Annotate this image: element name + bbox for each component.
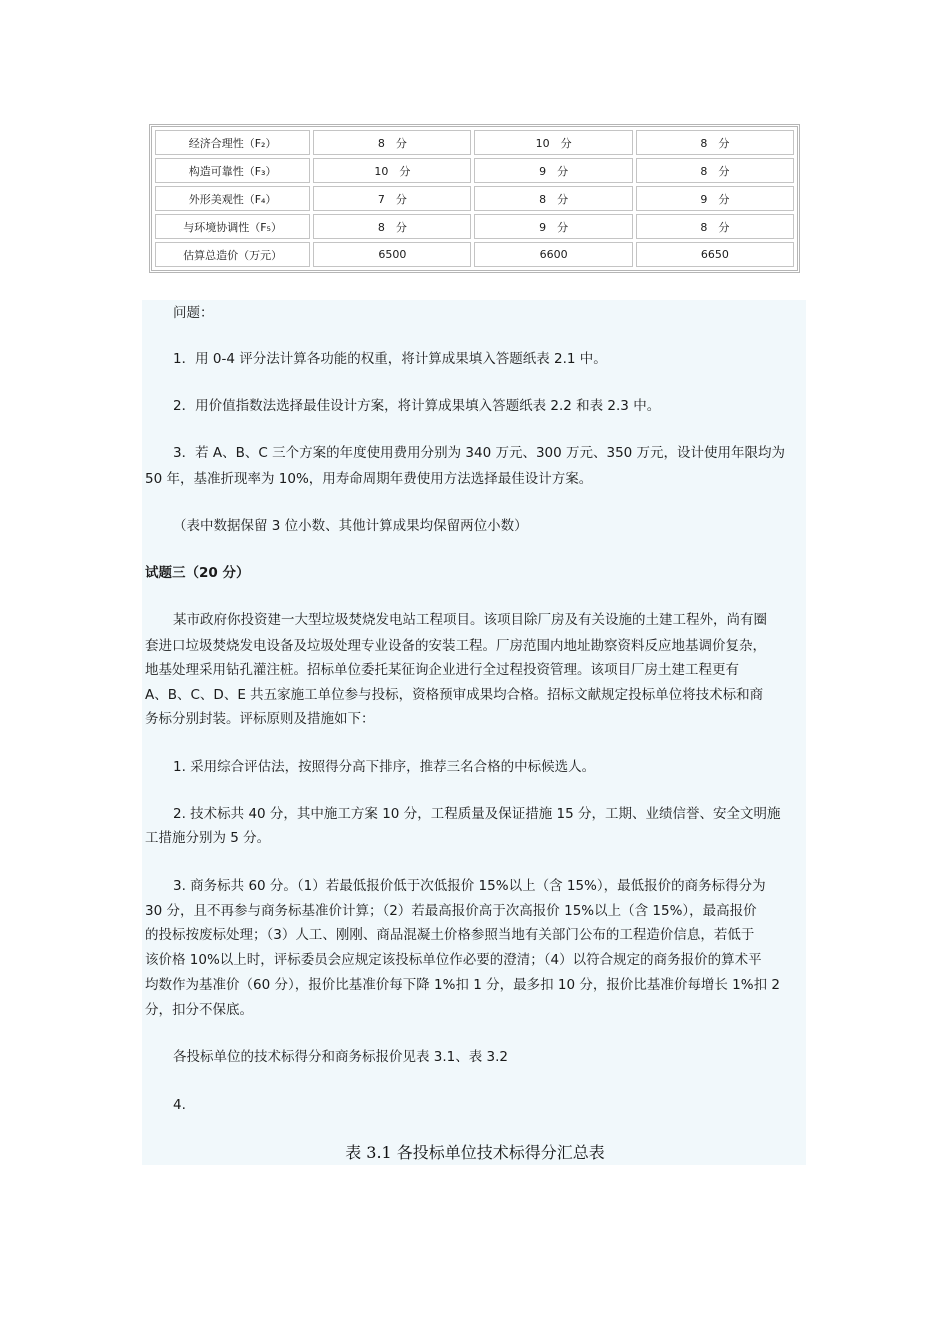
section-title: 试题三（20 分） — [145, 565, 250, 581]
value-cell: 8 分 — [313, 130, 471, 155]
value-cell: 9 分 — [636, 186, 794, 211]
rule-2-line-2: 工措施分别为 5 分。 — [145, 830, 271, 846]
content-panel — [142, 300, 806, 1165]
value-cell: 8 分 — [313, 214, 471, 239]
row-label: 估算总造价（万元） — [155, 242, 310, 267]
intro-line: 套进口垃圾焚烧发电设备及垃圾处理专业设备的安装工程。厂房范围内地址勘察资料反应地基调价复杂， — [145, 638, 766, 654]
rule-3-line: 该价格 10%以上时，评标委员会应规定该投标单位作必要的澄清；（4）以符合规定的商务报价的算术平 — [145, 952, 762, 968]
note: （表中数据保留 3 位小数、其他计算成果均保留两位小数） — [173, 518, 528, 534]
intro-line: 务标分别封装。评标原则及措施如下： — [145, 711, 375, 727]
value-cell: 10 分 — [313, 158, 471, 183]
table-row — [155, 242, 794, 267]
value-cell: 8 分 — [636, 158, 794, 183]
question-3-line-2: 50 年，基准折现率为 10%，用寿命周期年费使用方法选择最佳设计方案。 — [145, 471, 593, 487]
intro-line: 某市政府你投资建一大型垃圾焚烧发电站工程项目。该项目除厂房及有关设施的土建工程外，尚有圈 — [173, 612, 767, 628]
row-label: 构造可靠性（F₃） — [155, 158, 310, 183]
table-row — [155, 186, 794, 211]
value-cell: 9 分 — [474, 158, 632, 183]
rule-3-line: 30 分，且不再参与商务标基准价计算；（2）若最高报价高于次高报价 15%以上（含 15%），最高报价 — [145, 903, 757, 919]
table-row — [155, 214, 794, 239]
question-3-line-1: 3．若 A、B、C 三个方案的年度使用费用分别为 340 万元、300 万元、350 万元，设计使用年限均为 — [173, 445, 786, 461]
item-4: 4. — [173, 1097, 186, 1113]
see-tables: 各投标单位的技术标得分和商务标报价见表 3.1、表 3.2 — [173, 1049, 509, 1065]
table-row — [155, 130, 794, 155]
value-cell: 9 分 — [474, 214, 632, 239]
rule-1: 1. 采用综合评估法，按照得分高下排序，推荐三名合格的中标候选人。 — [173, 759, 596, 775]
value-cell: 10 分 — [474, 130, 632, 155]
value-cell: 7 分 — [313, 186, 471, 211]
rule-3-line: 分，扣分不保底。 — [145, 1002, 253, 1018]
table-caption: 表 3.1 各投标单位技术标得分汇总表 — [345, 1143, 605, 1162]
row-label: 外形美观性（F₄） — [155, 186, 310, 211]
row-label: 与环境协调性（F₅） — [155, 214, 310, 239]
value-cell: 6600 — [474, 242, 632, 267]
value-cell: 8 分 — [474, 186, 632, 211]
value-cell: 6500 — [313, 242, 471, 267]
intro-line: 地基处理采用钻孔灌注桩。招标单位委托某征询企业进行全过程投资管理。该项目厂房土建工程更有 — [145, 662, 739, 678]
question-1: 1．用 0-4 评分法计算各功能的权重，将计算成果填入答题纸表 2.1 中。 — [173, 351, 607, 367]
value-cell: 6650 — [636, 242, 794, 267]
rule-2-line-1: 2. 技术标共 40 分，其中施工方案 10 分，工程质量及保证措施 15 分，工期、业绩信誉、安全文明施 — [173, 806, 781, 822]
rule-3-line: 3. 商务标共 60 分。（1）若最低报价低于次低报价 15%以上（含 15%），最低报价的商务标得分为 — [173, 878, 766, 894]
row-label: 经济合理性（F₂） — [155, 130, 310, 155]
value-cell: 8 分 — [636, 130, 794, 155]
question-heading: 问题： — [173, 305, 214, 321]
table-row — [155, 158, 794, 183]
question-2: 2．用价值指数法选择最佳设计方案，将计算成果填入答题纸表 2.2 和表 2.3 中。 — [173, 398, 661, 414]
value-cell: 8 分 — [636, 214, 794, 239]
intro-line: A、B、C、D、E 共五家施工单位参与投标，资格预审成果均合格。招标文献规定投标单位将技术标和商 — [145, 687, 764, 703]
rule-3-line: 均数作为基准价（60 分），报价比基准价每下降 1%扣 1 分，最多扣 10 分，报价比基准价每增长 1%扣 2 — [145, 977, 780, 993]
score-table — [149, 124, 800, 273]
rule-3-line: 的投标按废标处理；（3）人工、刚刚、商品混凝土价格参照当地有关部门公布的工程造价信息，若低于 — [145, 927, 755, 943]
